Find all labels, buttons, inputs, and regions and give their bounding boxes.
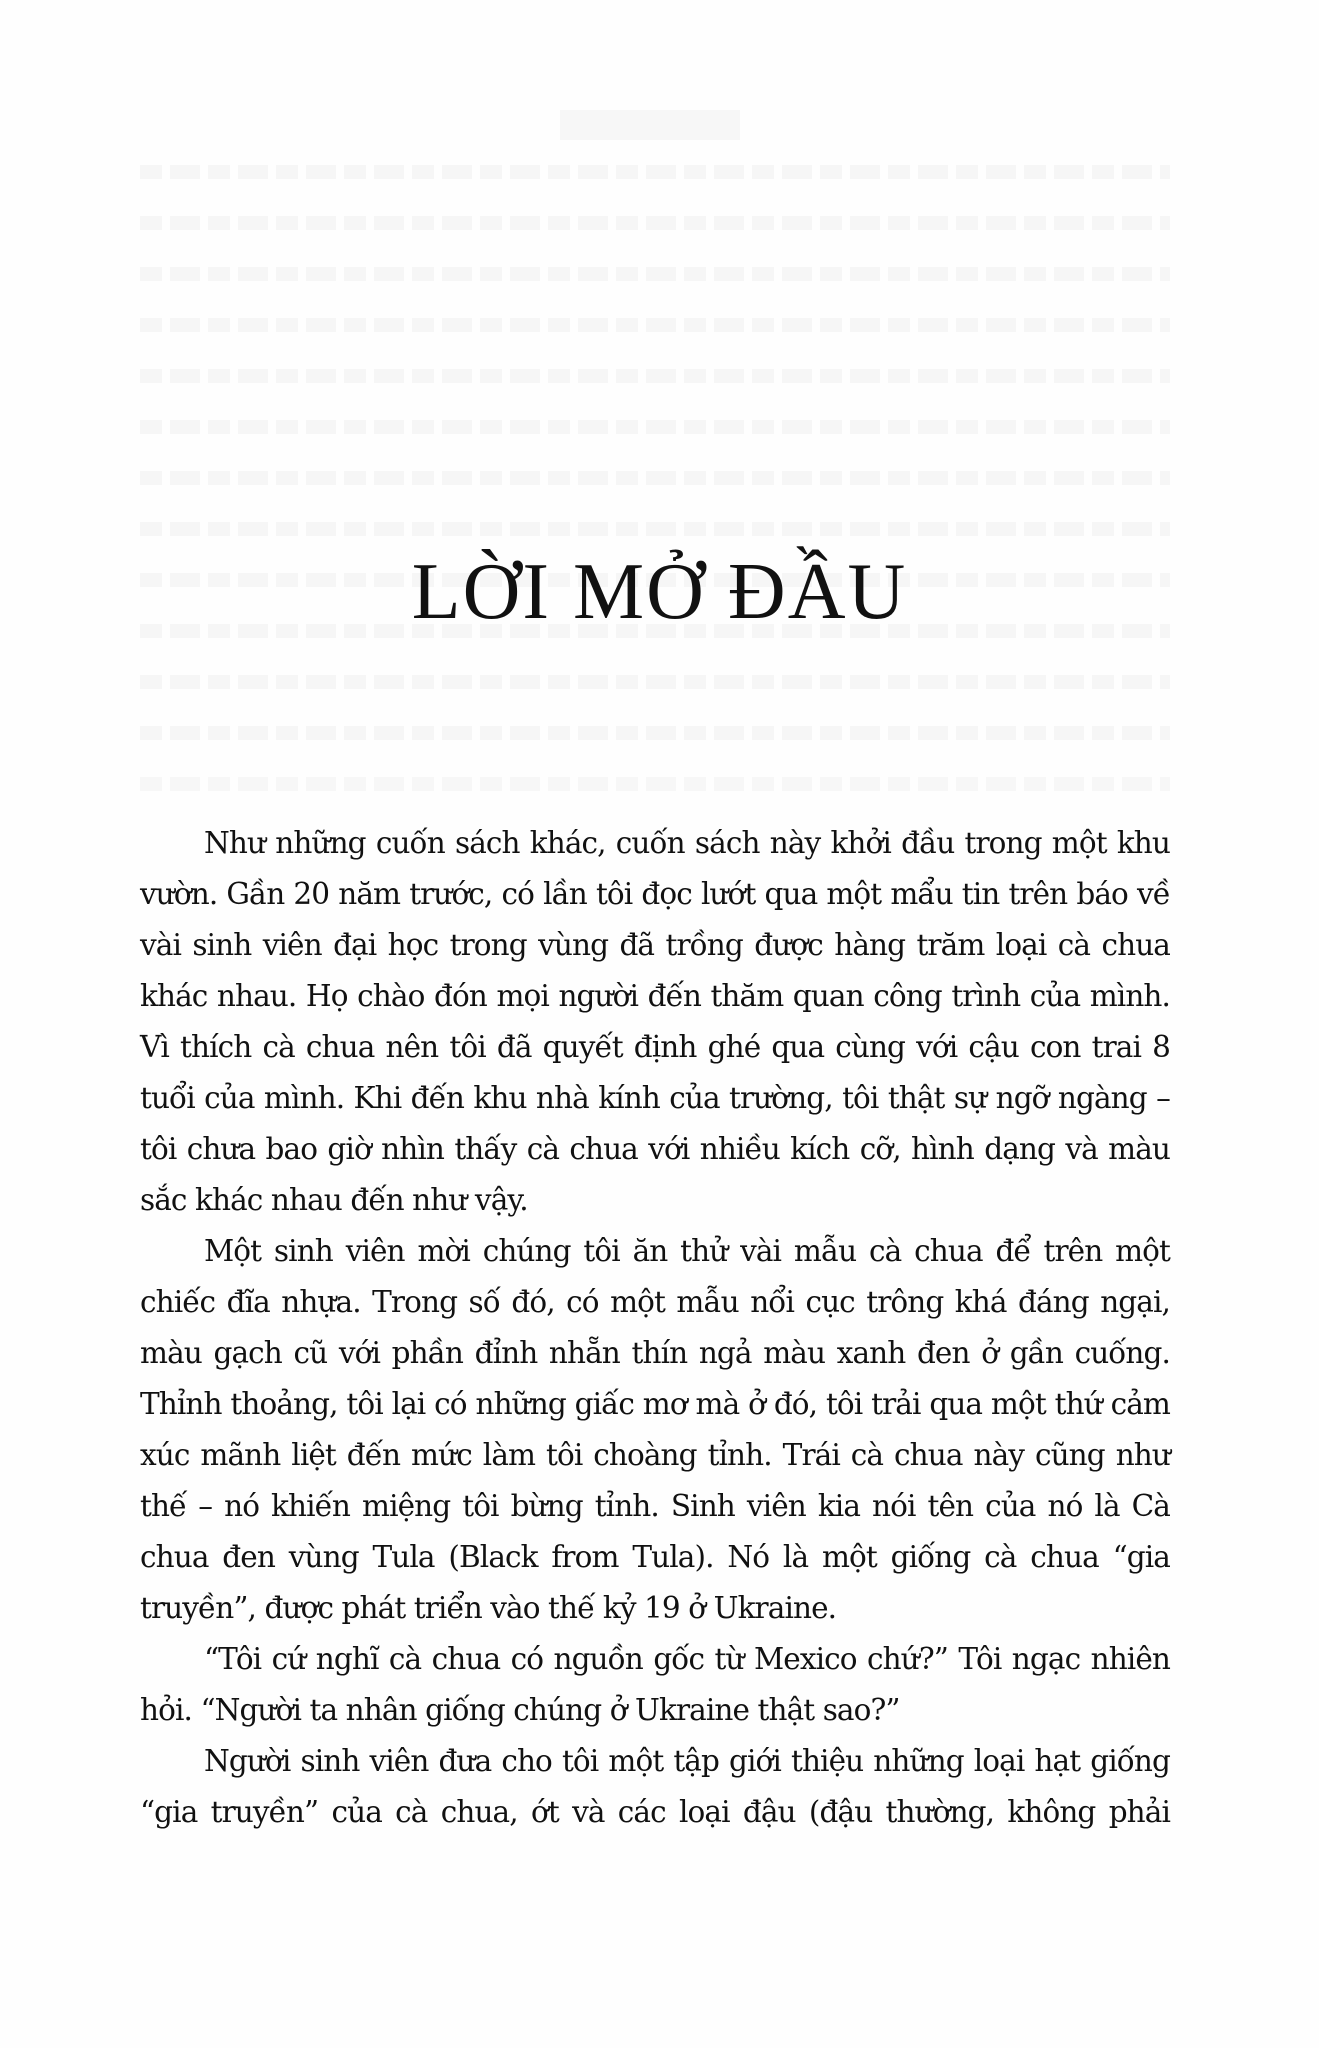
paragraph: Một sinh viên mời chúng tôi ăn thử vài mẫu cà chua để trên một chiếc đĩa nhựa. Trong số đó, có một mẫu nổi cục trông khá đáng ngại, màu gạch cũ với phần đỉnh nhẵn thín ngả màu xanh đen ở gần cuống. Thỉnh thoảng, tôi lại có những giấc mơ mà ở đó, tôi trải qua một thứ cảm xúc mãnh liệt đến mức làm tôi choàng tỉnh. Trái cà chua này cũng như thế – nó khiến miệng tôi bừng tỉnh. Sinh viên kia nói tên của nó là Cà chua đen vùng Tula (Black from Tula). Nó là một giống cà chua “gia truyền”, được phát triển vào thế kỷ 19 ở Ukraine.	[140, 1234, 1170, 1625]
body-text	[140, 818, 1170, 1838]
paragraph: Người sinh viên đưa cho tôi một tập giới thiệu những loại hạt giống “gia truyền” của cà chua, ớt và các loại đậu (đậu thường, không phải	[140, 1744, 1170, 1829]
show-through-heading	[560, 110, 740, 140]
chapter-title: LỜI MỞ ĐẦU	[411, 548, 908, 636]
paragraph: Như những cuốn sách khác, cuốn sách này khởi đầu trong một khu vườn. Gần 20 năm trước, có lần tôi đọc lướt qua một mẩu tin trên báo về vài sinh viên đại học trong vùng đã trồng được hàng trăm loại cà chua khác nhau. Họ chào đón mọi người đến thăm quan công trình của mình. Vì thích cà chua nên tôi đã quyết định ghé qua cùng với cậu con trai 8 tuổi của mình. Khi đến khu nhà kính của trường, tôi thật sự ngỡ ngàng – tôi chưa bao giờ nhìn thấy cà chua với nhiều kích cỡ, hình dạng và màu sắc khác nhau đến như vậy.	[140, 826, 1170, 1217]
paragraph: “Tôi cứ nghĩ cà chua có nguồn gốc từ Mexico chứ?” Tôi ngạc nhiên hỏi. “Người ta nhân giống chúng ở Ukraine thật sao?”	[140, 1642, 1170, 1727]
